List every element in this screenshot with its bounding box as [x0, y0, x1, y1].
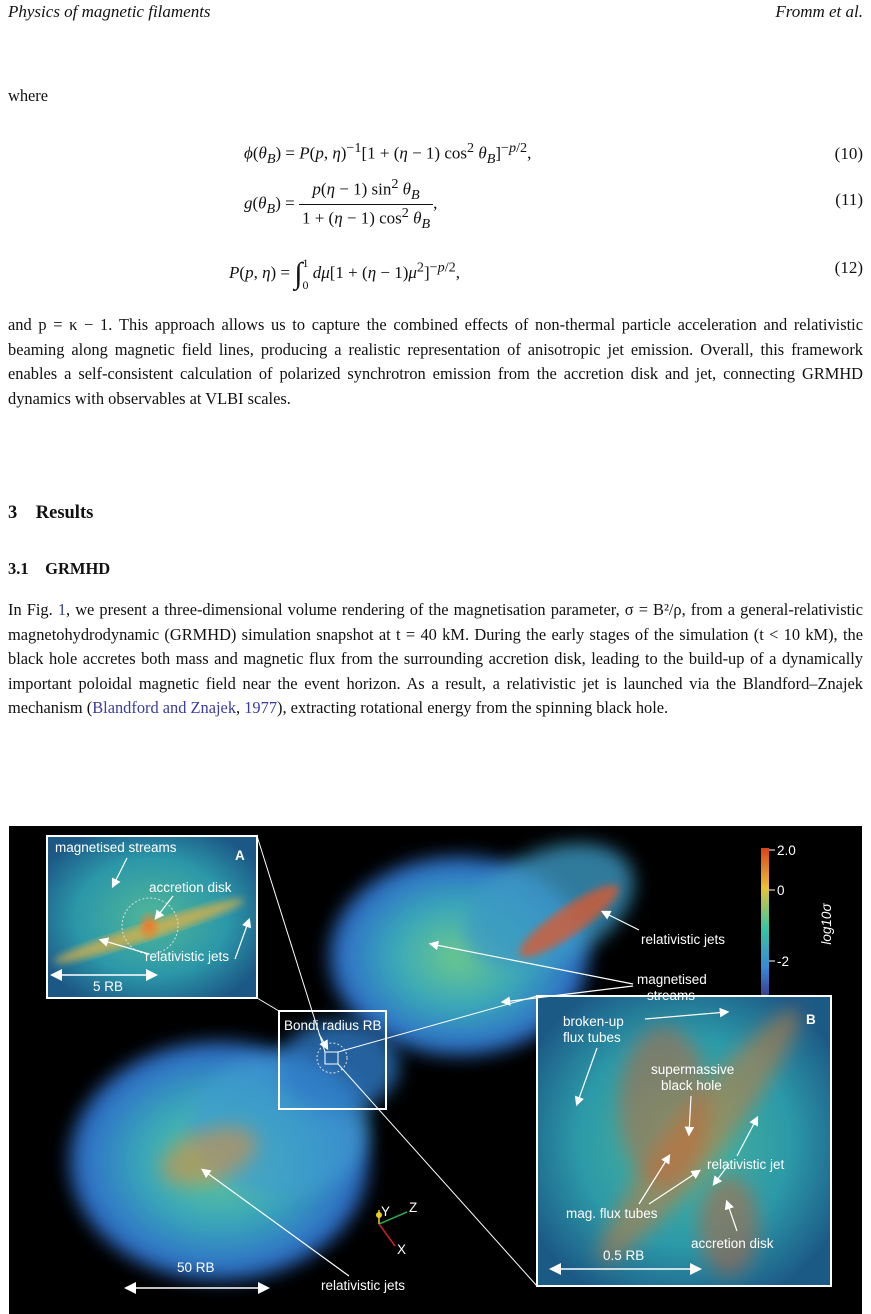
equation-11: $g(\theta_B)$ = $\frac{p(\eta - 1) \sin^2 \theta_B}{1 + (\eta - 1) \cos^2 \theta_B}$ , (11): [244, 176, 863, 233]
axis-y: Y: [381, 1204, 391, 1219]
equation-number: (12): [834, 258, 863, 277]
label-broken-up: broken-up: [563, 1014, 624, 1029]
results-paragraph: In Fig. 1, we present a three-dimensional volume rendering of the magnetisation parameter, σ = B²/ρ, from a general-relativistic magnetohydrodynamic (GRMHD) simulation snapshot at t = 40 kM. During the early stages of the simulation (t < 10 kM), the black hole accretes both mass and magnetic flux from the surrounding accretion disk, leading to the build-up of a dynamically important poloidal magnetic field near the event horizon. As a result, a relativistic jet is launched via the Blandford–Znajek mechanism (Blandford and Znajek, 1977), extracting rotational energy from the spinning black hole.: [8, 600, 863, 718]
paragraph-after-equations: and p = κ − 1. This approach allows us to capture the combined effects of non-thermal particle acceleration and relativistic beaming along magnetic field lines, producing a realistic representation of anisotropic jet emission. Overall, this framework enables a self-consistent calculation of polarized synchrotron emission from the accretion disk and jet, connecting GRMHD dynamics with observables at VLBI scales.: [8, 315, 863, 408]
label-accretion-disk: accretion disk: [149, 880, 232, 895]
subsection-heading: 3.1 GRMHD: [8, 559, 111, 578]
colorbar-tick: 0: [777, 883, 785, 898]
inset-letter: B: [806, 1012, 816, 1027]
running-header-title: Physics of magnetic filaments: [8, 2, 211, 21]
section-heading: 3 Results: [8, 503, 94, 523]
label-scale-main: 50 RB: [177, 1260, 215, 1275]
figure-reference-link[interactable]: 1: [57, 600, 67, 619]
citation-link-year[interactable]: 1977: [244, 698, 278, 718]
label-relativistic-jets: relativistic jets: [145, 949, 230, 964]
colorbar-tick: -2: [777, 954, 790, 969]
label-magnetised: magnetised: [637, 972, 707, 987]
equation-12: P(p, η) = ∫ 1 0 $d\mu[1 + (\eta - 1)\mu^2]^{-p/2}$, (12): [229, 256, 863, 292]
citation-link-authors[interactable]: Blandford and Znajek: [92, 698, 237, 718]
colorbar: [761, 843, 834, 1014]
label-supermassive: supermassive: [651, 1062, 735, 1077]
label-accretion-disk: accretion disk: [691, 1236, 774, 1251]
label-flux-tubes: flux tubes: [563, 1030, 621, 1045]
label-black-hole: black hole: [661, 1078, 722, 1093]
axis-z: Z: [409, 1200, 418, 1215]
label-relativistic-jets-bottom: relativistic jets: [321, 1278, 406, 1293]
label-relativistic-jets-top: relativistic jets: [641, 932, 726, 947]
inset-a: [47, 836, 257, 998]
label-scale: 0.5 RB: [603, 1248, 645, 1263]
axis-x: X: [397, 1242, 407, 1257]
colorbar-tick: 2.0: [777, 843, 796, 858]
inset-letter: A: [235, 848, 245, 863]
inset-b: [537, 994, 831, 1286]
label-relativistic-jet: relativistic jet: [707, 1157, 785, 1172]
label-scale: 5 RB: [93, 979, 124, 994]
equation-10: $\phi(\theta_B) = P(p$, η)$^{-1}$[1 + (η − 1) $\cos^2 \theta_B]^{-p/2}$, (10): [244, 140, 863, 168]
equation-number: (11): [835, 190, 863, 209]
figure-1-volume-rendering: [9, 826, 862, 1314]
label-streams: streams: [647, 988, 696, 1003]
intro-where: where: [8, 86, 49, 105]
label-bondi-radius: Bondi radius RB: [284, 1018, 382, 1033]
equation-number: (10): [834, 144, 863, 163]
label-mag-flux-tubes: mag. flux tubes: [566, 1206, 658, 1221]
colorbar-title: log10σ: [819, 903, 834, 945]
axes-triad: [376, 1200, 417, 1257]
running-header-authors: Fromm et al.: [775, 2, 863, 21]
label-magnetised-streams: magnetised streams: [55, 840, 177, 855]
